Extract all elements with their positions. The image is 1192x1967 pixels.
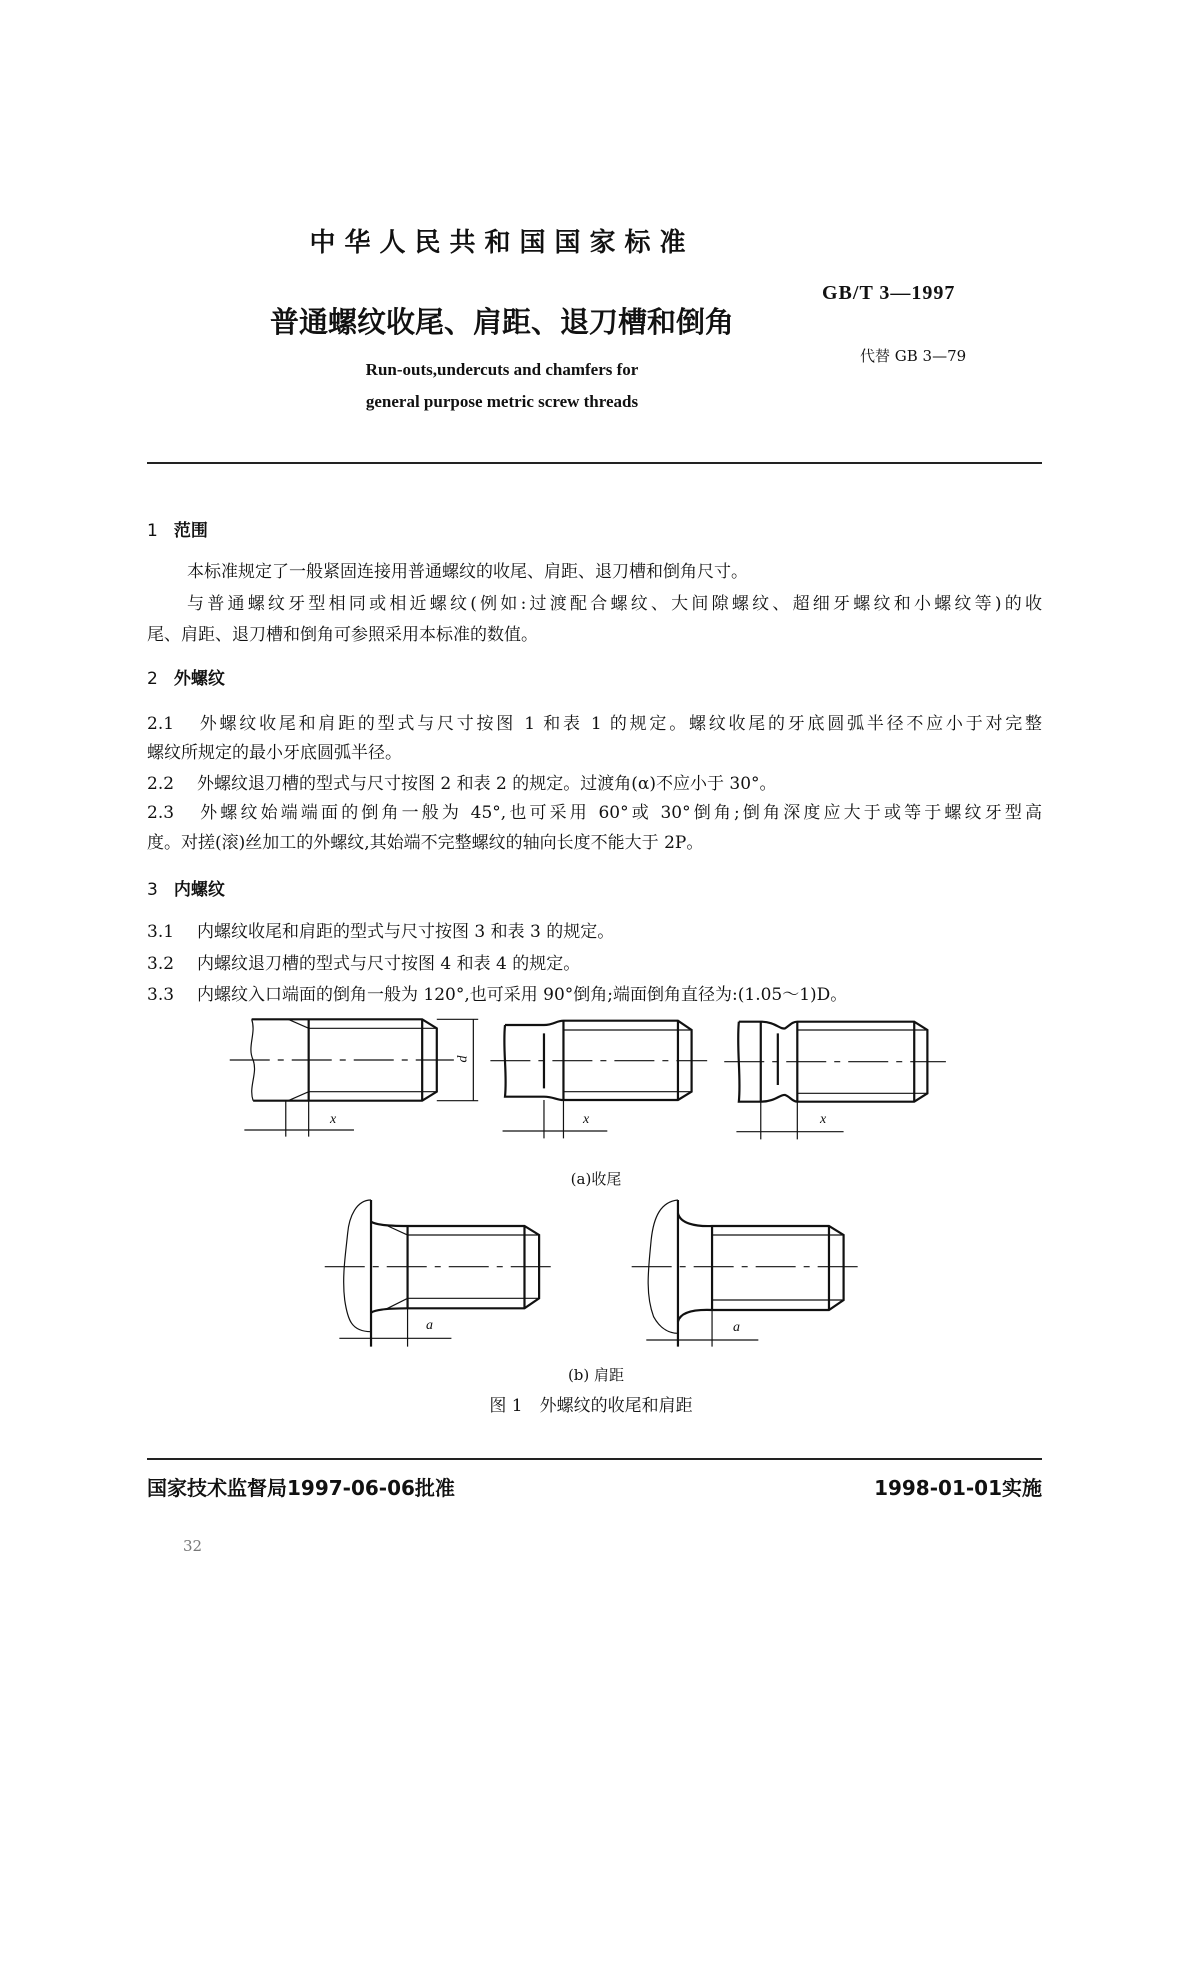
- clause-3-1: 3.1 内螺纹收尾和肩距的型式与尺寸按图 3 和表 3 的规定。: [147, 922, 615, 942]
- clause-2-1: 2.1 外螺纹收尾和肩距的型式与尺寸按图 1 和表 1 的规定。螺纹收尾的牙底圆弧半径不应小于对完整: [147, 714, 1042, 734]
- paragraph-line: 尾、肩距、退刀槽和倒角可参照采用本标准的数值。: [147, 625, 538, 645]
- clause-3-3: 3.3 内螺纹入口端面的倒角一般为 120°,也可采用 90°倒角;端面倒角直径为:(1.05～1)D。: [147, 985, 848, 1005]
- english-title-line-2: general purpose metric screw threads: [365, 392, 639, 411]
- dimension-label-d: d: [455, 1055, 471, 1063]
- paragraph-line: 螺纹所规定的最小牙底圆弧半径。: [147, 743, 402, 763]
- section-1-heading: 1 范围: [147, 521, 208, 541]
- document-title: 普通螺纹收尾、肩距、退刀槽和倒角: [269, 305, 734, 339]
- dimension-label-x: x: [583, 1112, 590, 1127]
- approval-date: 国家技术监督局1997-06-06批准: [147, 1476, 455, 1500]
- shoulder-drawing-2: [632, 1200, 859, 1347]
- paragraph-line: 度。对搓(滚)丝加工的外螺纹,其始端不完整螺纹的轴向长度不能大于 2P。: [147, 833, 704, 853]
- runout-drawing-1: [230, 1019, 478, 1136]
- paragraph-line: 本标准规定了一般紧固连接用普通螺纹的收尾、肩距、退刀槽和倒角尺寸。: [187, 562, 748, 582]
- clause-3-2: 3.2 内螺纹退刀槽的型式与尺寸按图 4 和表 4 的规定。: [147, 954, 581, 974]
- figure-subcaption-b: (b) 肩距: [567, 1366, 625, 1384]
- dimension-label-a: a: [733, 1320, 740, 1335]
- effective-date: 1998-01-01实施: [874, 1476, 1042, 1500]
- figure-1-drawing: [220, 1000, 980, 1420]
- runout-drawing-2: [490, 1021, 707, 1139]
- dimension-label-a: a: [426, 1318, 433, 1333]
- dimension-label-x: x: [330, 1112, 337, 1127]
- section-3-heading: 3 内螺纹: [147, 880, 225, 900]
- standard-type-heading: 中华人民共和国国家标准: [309, 228, 695, 258]
- shoulder-drawing-1: [325, 1200, 554, 1347]
- clause-2-2: 2.2 外螺纹退刀槽的型式与尺寸按图 2 和表 2 的规定。过渡角(α)不应小于 30°。: [147, 774, 777, 794]
- section-2-heading: 2 外螺纹: [147, 669, 225, 689]
- dimension-label-x: x: [820, 1112, 827, 1127]
- page-number: 32: [183, 1537, 203, 1555]
- standard-code: GB/T 3—1997: [822, 282, 956, 304]
- runout-drawing-3: [724, 1022, 946, 1140]
- replaces-note: 代替 GB 3—79: [860, 347, 967, 365]
- header-divider: [147, 462, 1042, 464]
- figure-subcaption-a: (a)收尾: [570, 1170, 622, 1188]
- footer-divider: [147, 1458, 1042, 1460]
- english-title-line-1: Run-outs,undercuts and chamfers for: [365, 360, 639, 379]
- paragraph-line: 与普通螺纹牙型相同或相近螺纹(例如:过渡配合螺纹、大间隙螺纹、超细牙螺纹和小螺纹等)的收: [187, 594, 1042, 614]
- clause-2-3: 2.3 外螺纹始端端面的倒角一般为 45°,也可采用 60°或 30°倒角;倒角深度应大于或等于螺纹牙型高: [147, 803, 1042, 823]
- figure-caption: 图 1 外螺纹的收尾和肩距: [489, 1396, 693, 1416]
